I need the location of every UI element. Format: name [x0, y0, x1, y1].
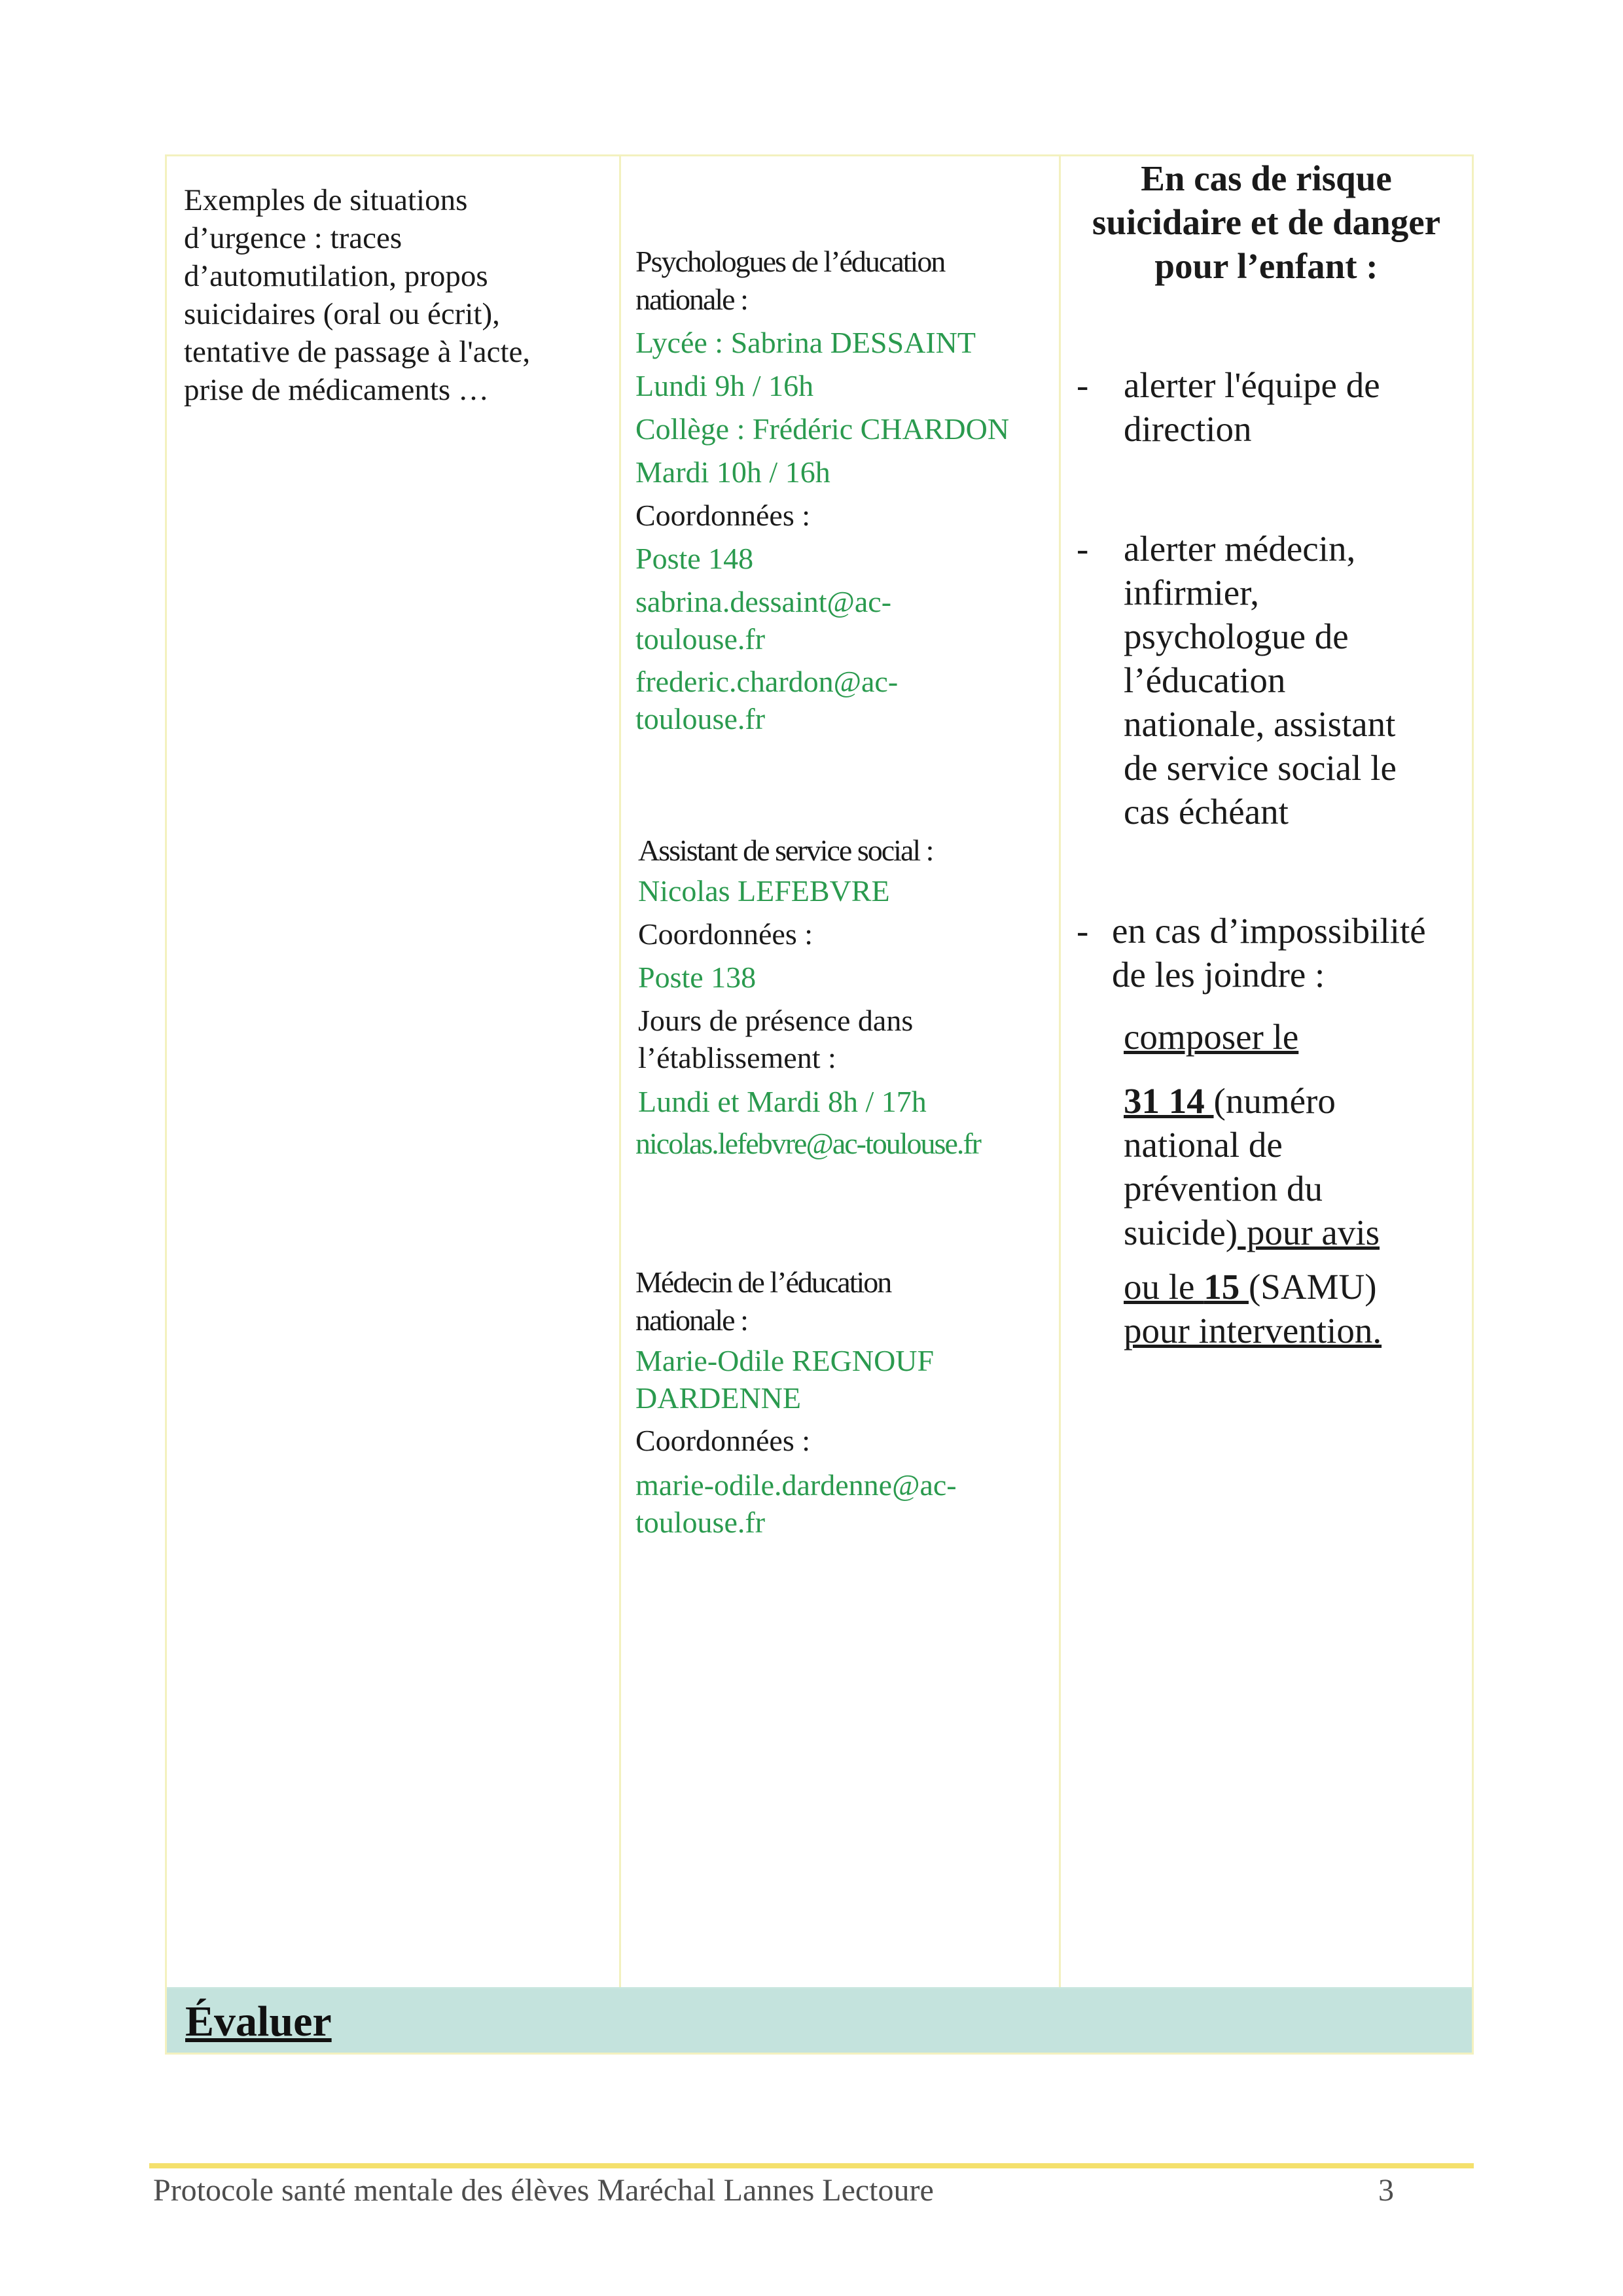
- numero-15[interactable]: 15: [1204, 1267, 1249, 1307]
- alert-direction: alerter l'équipe de: [1124, 365, 1380, 405]
- jours-presence-label: l’établissement :: [638, 1041, 836, 1074]
- situation-line: d’automutilation, propos: [184, 259, 488, 293]
- coordonnees-label: Coordonnées :: [635, 1424, 811, 1457]
- medecin-name: DARDENNE: [635, 1381, 801, 1415]
- jours-presence-value: Lundi et Mardi 8h / 17h: [638, 1085, 927, 1118]
- contacts-column: [621, 156, 1061, 1987]
- situation-line: tentative de passage à l'acte,: [184, 335, 531, 369]
- email-dessaint[interactable]: toulouse.fr: [635, 622, 766, 656]
- email-dardenne[interactable]: toulouse.fr: [635, 1506, 766, 1539]
- numero-3114-line: [1124, 1079, 1336, 1123]
- psychologues-label: nationale :: [635, 283, 747, 316]
- situation-line: d’urgence : traces: [184, 221, 402, 255]
- email-dessaint[interactable]: sabrina.dessaint@ac-: [635, 585, 892, 618]
- ou-le: ou le: [1124, 1267, 1204, 1307]
- lycee-hours: Lundi 9h / 16h: [635, 369, 814, 402]
- risk-heading: En cas de risque: [1141, 158, 1392, 198]
- protocol-table: [165, 154, 1474, 2055]
- email-lefebvre[interactable]: nicolas.lefebvre@ac-toulouse.fr: [635, 1127, 980, 1160]
- risk-heading: suicidaire et de danger: [1092, 202, 1441, 242]
- medecin-label: nationale :: [635, 1303, 747, 1337]
- samu-line: [1124, 1265, 1377, 1309]
- evaluer-section-header: [167, 1987, 1472, 2053]
- evaluer-title: Évaluer: [185, 1998, 332, 2045]
- suicide-text: suicide): [1124, 1212, 1238, 1252]
- footer-title: Protocole santé mentale des élèves Maréchal Lannes Lectoure: [153, 2173, 934, 2208]
- numero-description: (numéro: [1213, 1081, 1336, 1121]
- alert-medical: cas échéant: [1124, 792, 1289, 832]
- actions-column: [1061, 156, 1472, 1987]
- alert-medical: alerter médecin,: [1124, 529, 1356, 569]
- assistant-name: Nicolas LEFEBVRE: [638, 874, 890, 908]
- page-number: 3: [1378, 2173, 1394, 2208]
- national-de: national de: [1124, 1125, 1283, 1165]
- bullet-dash: -: [1077, 529, 1089, 569]
- pour-avis: pour avis: [1238, 1212, 1380, 1252]
- bullet-dash: -: [1077, 911, 1089, 951]
- numero-3114[interactable]: 31 14: [1124, 1081, 1214, 1121]
- email-chardon[interactable]: frederic.chardon@ac-: [635, 665, 899, 698]
- psychologues-label: Psychologues de l’éducation: [635, 245, 945, 278]
- medecin-name: Marie-Odile REGNOUF: [635, 1344, 935, 1377]
- poste-138: Poste 138: [638, 961, 757, 994]
- situation-line: suicidaires (oral ou écrit),: [184, 297, 500, 331]
- risk-heading: pour l’enfant :: [1154, 246, 1378, 286]
- bullet-dash: -: [1077, 365, 1089, 405]
- pour-intervention: pour intervention.: [1124, 1311, 1382, 1351]
- footer-divider: [149, 2163, 1474, 2168]
- poste-148: Poste 148: [635, 542, 754, 575]
- alert-medical: l’éducation: [1124, 660, 1286, 700]
- email-chardon[interactable]: toulouse.fr: [635, 702, 766, 735]
- college-hours: Mardi 10h / 16h: [635, 455, 830, 489]
- situation-line: Exemples de situations: [184, 183, 468, 217]
- jours-presence-label: Jours de présence dans: [638, 1004, 914, 1037]
- situations-column: [167, 156, 621, 1987]
- assistant-label: Assistant de service social :: [638, 834, 933, 867]
- alert-medical: infirmier,: [1124, 573, 1260, 612]
- prevention-du: prévention du: [1124, 1169, 1323, 1209]
- alert-medical: de service social le: [1124, 748, 1397, 788]
- lycee-psychologue: Lycée : Sabrina DESSAINT: [635, 326, 976, 359]
- alert-direction: direction: [1124, 409, 1252, 449]
- coordonnees-label: Coordonnées :: [635, 499, 811, 532]
- impossibilite: de les joindre :: [1112, 955, 1325, 995]
- medecin-label: Médecin de l’éducation: [635, 1265, 891, 1299]
- alert-medical: nationale, assistant: [1124, 704, 1396, 744]
- samu-label: (SAMU): [1248, 1267, 1377, 1307]
- composer-le: composer le: [1124, 1017, 1299, 1057]
- situation-line: prise de médicaments …: [184, 373, 489, 407]
- coordonnees-label: Coordonnées :: [638, 917, 813, 951]
- college-psychologue: Collège : Frédéric CHARDON: [635, 412, 1010, 446]
- suicide-pour-avis: [1124, 1210, 1380, 1254]
- alert-medical: psychologue de: [1124, 616, 1349, 656]
- email-dardenne[interactable]: marie-odile.dardenne@ac-: [635, 1468, 957, 1502]
- impossibilite: en cas d’impossibilité: [1112, 911, 1426, 951]
